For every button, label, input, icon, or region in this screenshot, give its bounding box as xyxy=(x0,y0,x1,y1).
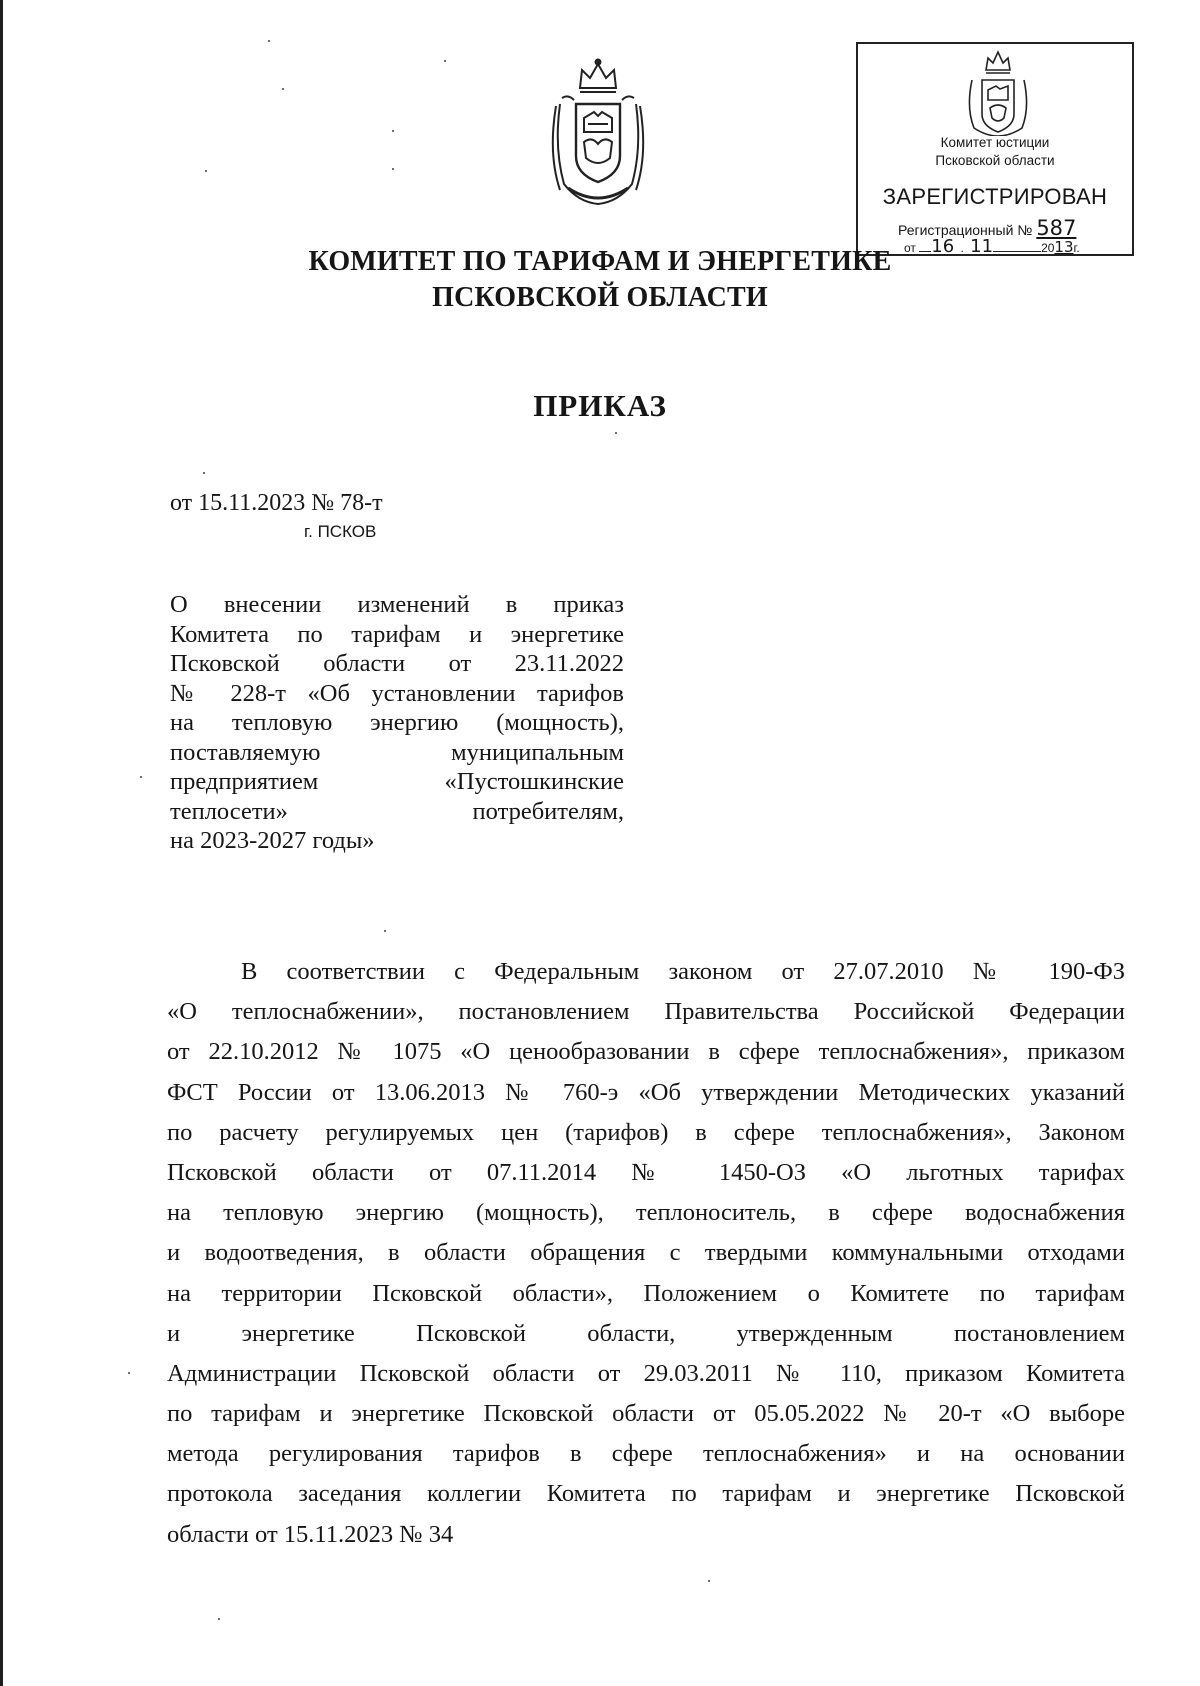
scan-speck xyxy=(384,930,386,932)
body-line: и энергетике Псковской области, утвержденным постановлением xyxy=(167,1319,1125,1347)
body-line: по тарифам и энергетике Псковской области от 05.05.2022 № 20-т «О выборе xyxy=(167,1400,1125,1428)
order-subject xyxy=(170,590,624,856)
scan-speck xyxy=(282,88,284,90)
body-line: В соответствии с Федеральным законом от 27.07.2010 № 190-ФЗ xyxy=(241,958,1125,985)
subject-line: № 228-т «Об установлении тарифов xyxy=(170,679,624,707)
scan-speck xyxy=(708,1580,710,1582)
body-line: «О теплоснабжении», постановлением Правительства Российской Федерации xyxy=(167,998,1125,1026)
stamp-org-line1: Комитет юстиции xyxy=(940,135,1050,150)
committee-name-line1: КОМИТЕТ ПО ТАРИФАМ И ЭНЕРГЕТИКЕ xyxy=(308,246,892,277)
body-line: от 22.10.2012 № 1075 «О ценообразовании в сфере теплоснабжения», приказом xyxy=(167,1038,1125,1066)
subject-line: теплосети» потребителям, xyxy=(170,797,624,825)
scan-speck xyxy=(140,776,142,778)
stamp-org-line2: Псковской области xyxy=(935,153,1055,168)
committee-name-line2: ПСКОВСКОЙ ОБЛАСТИ xyxy=(432,282,768,313)
subject-line: на 2023-2027 годы» xyxy=(170,827,375,854)
body-line: области от 15.11.2023 № 34 xyxy=(167,1520,454,1548)
body-line: на тепловую энергию (мощность), теплоноситель, в сфере водоснабжения xyxy=(167,1199,1125,1227)
scan-speck xyxy=(205,170,207,172)
body-line: метода регулирования тарифов в сфере теплоснабжения» и на основании xyxy=(167,1440,1125,1468)
scan-speck xyxy=(392,130,394,132)
body-line: по расчету регулируемых цен (тарифов) в сфере теплоснабжения», Законом xyxy=(167,1118,1125,1146)
body-line: протокола заседания коллегии Комитета по тарифам и энергетике Псковской xyxy=(167,1480,1125,1508)
order-date-number: от 15.11.2023 № 78-т xyxy=(170,490,383,516)
scan-speck xyxy=(203,472,205,474)
stamp-date-year-suffix: г. xyxy=(1073,241,1080,255)
stamp-status: ЗАРЕГИСТРИРОВАН xyxy=(882,184,1108,209)
subject-line: предприятием «Пустошкинские xyxy=(170,768,624,795)
stamp-date-year: 13 xyxy=(1054,238,1074,256)
subject-line: поставляемую муниципальным xyxy=(170,738,624,766)
order-city: г. ПСКОВ xyxy=(304,522,377,541)
scan-speck xyxy=(128,1372,130,1374)
stamp-reg-label: Регистрационный № xyxy=(898,222,1033,238)
body-line: на территории Псковской области», Положением о Комитете по тарифам xyxy=(167,1279,1125,1307)
scan-speck xyxy=(218,1618,220,1620)
stamp-reg-number: 587 xyxy=(1036,216,1077,240)
stamp-date-prefix: от xyxy=(904,241,916,255)
stamp-emblem-icon xyxy=(962,48,1034,136)
scan-speck xyxy=(268,40,270,42)
subject-line: на тепловую энергию (мощность), xyxy=(170,709,624,736)
registration-stamp xyxy=(856,42,1134,256)
subject-line: О внесении изменений в приказ xyxy=(170,591,624,618)
body-line: Администрации Псковской области от 29.03.2011 № 110, приказом Комитета xyxy=(167,1359,1125,1387)
body-line: и водоотведения, в области обращения с твердыми коммунальными отходами xyxy=(167,1239,1125,1267)
stamp-date-year-prefix: 20 xyxy=(1041,241,1055,255)
scan-speck xyxy=(615,432,617,434)
body-line: Псковской области от 07.11.2014 № 1450-ОЗ «О льготных тарифах xyxy=(167,1158,1125,1186)
order-preamble xyxy=(167,952,1125,1555)
stamp-date-month: 11 xyxy=(970,236,994,257)
stamp-date-day: 16 xyxy=(931,236,955,257)
document-type-title: ПРИКАЗ xyxy=(533,388,667,423)
subject-line: Псковской области от 23.11.2022 xyxy=(170,650,624,677)
body-line: ФСТ России от 13.06.2013 № 760-э «Об утверждении Методических указаний xyxy=(167,1078,1125,1106)
subject-line: Комитета по тарифам и энергетике xyxy=(170,620,624,648)
pskov-coat-of-arms xyxy=(548,58,648,208)
stamp-date-line: от 16 . 11 2013г. xyxy=(904,236,1080,257)
scan-speck xyxy=(444,60,446,62)
scan-speck xyxy=(392,168,394,170)
